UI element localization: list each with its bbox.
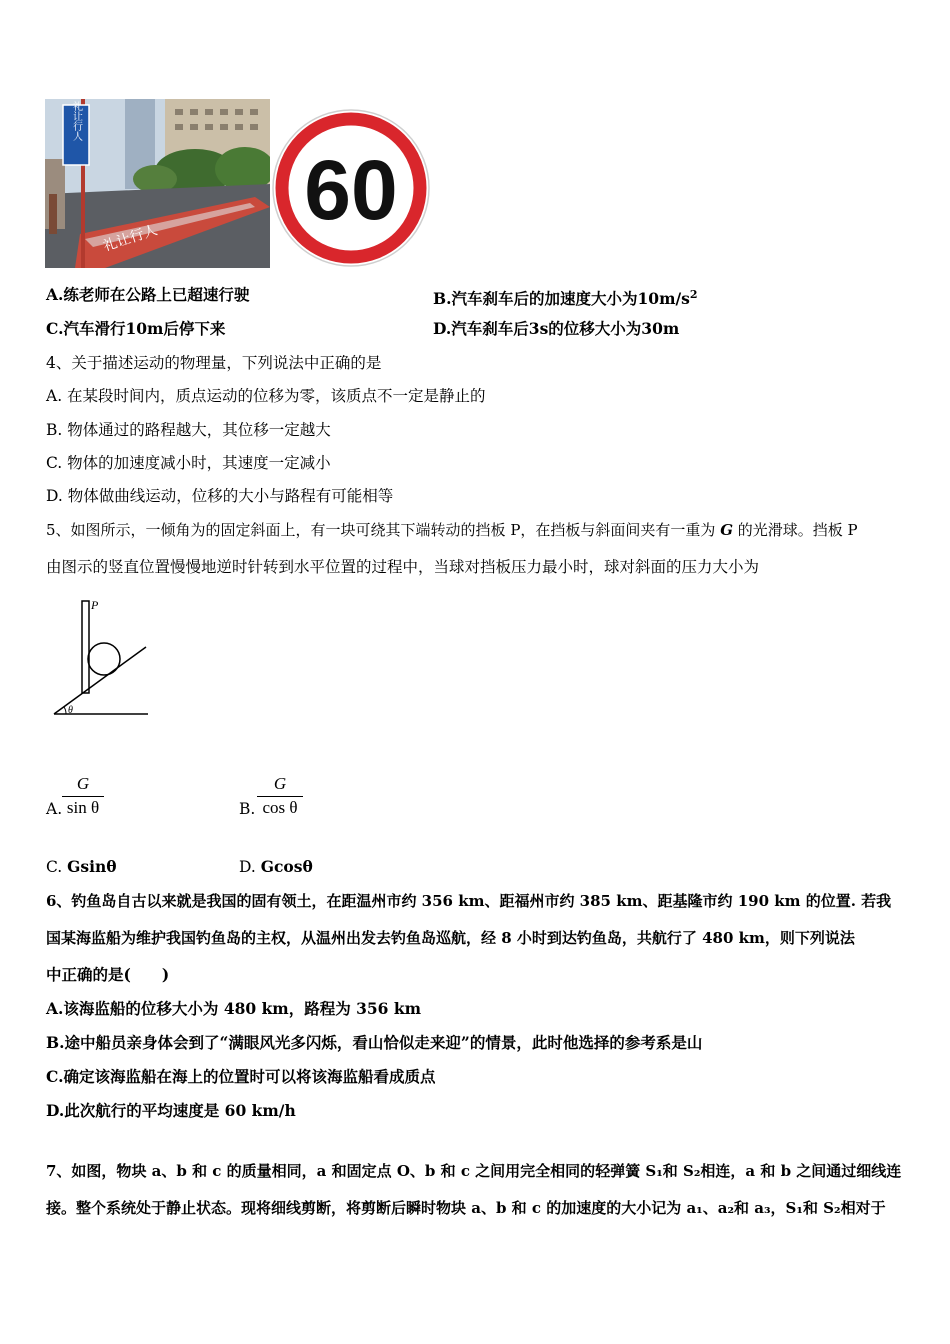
q5-b-denominator: cos θ — [262, 798, 298, 817]
pedestrian-sign-text: 礼让行人 — [70, 101, 82, 141]
speed-limit-sign — [270, 107, 432, 269]
q6-stem-line1: 6、钓鱼岛自古以来就是我国的固有领土，在距温州市约 356 km、距福州市约 385 km、距基隆市约 190 km 的位置. 若我 — [46, 892, 892, 910]
q5-option-a-fraction — [62, 774, 104, 818]
q3-option-b: B.汽车刹车后的加速度大小为$10m/s^2$ — [433, 288, 698, 309]
label-theta: θ — [68, 705, 73, 716]
q7-stem-line2: 接。整个系统处于静止状态。现将细线剪断，将剪断后瞬时物块 a、b 和 c 的加速度的大小记为 a₁、a₂和 a₃，S₁和 S₂相对于 — [46, 1199, 886, 1217]
q5-stem-line2: 由图示的竖直位置慢慢地逆时针转到水平位置的过程中，当球对挡板压力最小时，球对斜面的压力大小为 — [46, 558, 760, 576]
q6-option-b: B.途中船员亲身体会到了“满眼风光多闪烁，看山恰似走来迎”的情景，此时他选择的参考系是山 — [46, 1033, 703, 1052]
q4-option-b: B. 物体通过的路程越大，其位移一定越大 — [46, 421, 331, 439]
q4-option-d: D. 物体做曲线运动，位移的大小与路程有可能相等 — [46, 487, 394, 505]
label-p: P — [91, 598, 99, 612]
q3-option-c: C.汽车滑行10m后停下来 — [46, 319, 226, 338]
q4-option-a: A. 在某段时间内，质点运动的位移为零，该质点不一定是静止的 — [46, 387, 486, 405]
q5-stem-line1: 5、如图所示，一倾角为的固定斜面上，有一块可绕其下端转动的挡板 P，在挡板与斜面间夹有一重为 G 的光滑球。挡板 P — [46, 521, 858, 539]
street-photo — [45, 99, 270, 268]
q5-option-c: C. Gsinθ — [46, 857, 117, 876]
q4-option-c: C. 物体的加速度减小时，其速度一定减小 — [46, 454, 331, 472]
q6-option-d: D.此次航行的平均速度是 60 km/h — [46, 1101, 296, 1120]
speed-limit-value: 60 — [304, 143, 398, 237]
q5-b-numerator: G — [257, 774, 303, 797]
q3-option-a: A.练老师在公路上已超速行驶 — [46, 285, 250, 304]
q5-option-b-fraction — [257, 774, 303, 818]
incline-figure — [44, 595, 168, 720]
q6-option-a: A.该海监船的位移大小为 480 km，路程为 356 km — [46, 999, 421, 1018]
q7-stem-line1: 7、如图，物块 a、b 和 c 的质量相同，a 和固定点 O、b 和 c 之间用完全相同的轻弹簧 S₁和 S₂相连，a 和 b 之间通过细线连 — [46, 1162, 902, 1180]
q6-stem-line2: 国某海监船为维护我国钓鱼岛的主权，从温州出发去钓鱼岛巡航，经 8 小时到达钓鱼岛，共航行了 480 km，则下列说法 — [46, 929, 855, 947]
q4-stem: 4、关于描述运动的物理量，下列说法中正确的是 — [46, 354, 382, 372]
q5-a-denominator: sin θ — [66, 798, 100, 817]
road-text: 礼让行人 — [101, 222, 160, 255]
q5-option-b-label: B. — [239, 800, 256, 818]
q5-option-d: D. Gcosθ — [239, 857, 313, 876]
q5-option-a-label: A. — [46, 800, 63, 818]
q3-option-d: D.汽车刹车后3s的位移大小为30m — [433, 319, 680, 338]
q6-option-c: C.确定该海监船在海上的位置时可以将该海监船看成质点 — [46, 1067, 436, 1086]
q5-a-numerator: G — [62, 774, 104, 797]
q6-stem-line3: 中正确的是( ) — [46, 965, 170, 984]
